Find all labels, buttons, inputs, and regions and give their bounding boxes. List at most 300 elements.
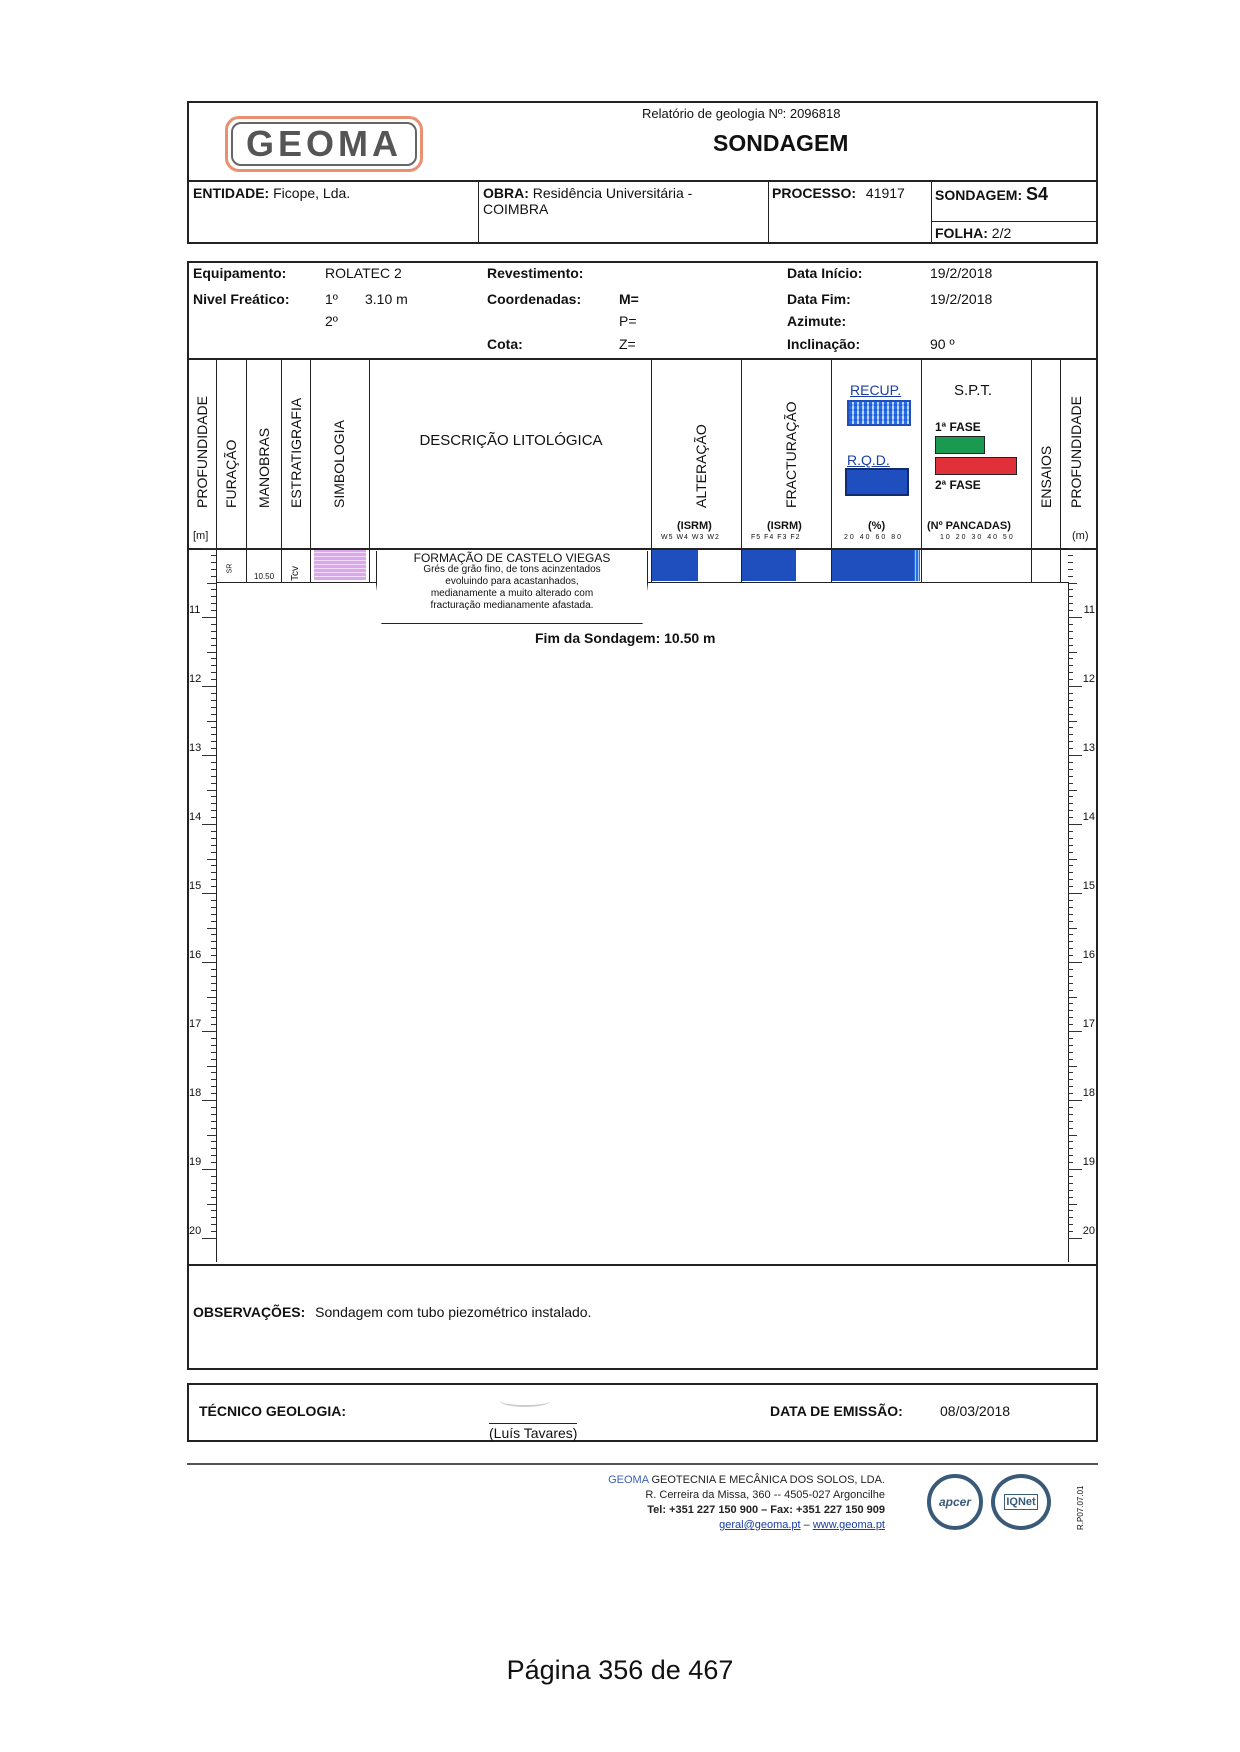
header-sep-2 <box>768 181 769 243</box>
depth-tick <box>211 714 216 715</box>
signature-scribble <box>500 1395 550 1407</box>
depth-tick <box>211 1086 216 1087</box>
fracturacao-bar <box>742 550 796 581</box>
depth-tick <box>211 900 216 901</box>
depth-tick <box>211 1024 216 1025</box>
depth-tick <box>211 707 216 708</box>
header-sep-1 <box>478 181 479 243</box>
col-manobras: MANOBRAS <box>256 427 272 508</box>
depth-tick <box>211 624 216 625</box>
equipamento-label: Equipamento: <box>193 265 287 281</box>
equipamento-value: ROLATEC 2 <box>325 265 402 281</box>
depth-tick <box>211 610 216 611</box>
fase1-swatch <box>935 436 985 454</box>
depth-tick <box>1068 624 1073 625</box>
depth-tick <box>211 831 216 832</box>
depth-tick <box>207 928 216 929</box>
frac-scale: F5 F4 F3 F2 <box>751 534 801 541</box>
depth-label: 12 <box>189 673 202 685</box>
depth-tick <box>1068 990 1073 991</box>
depth-label: 17 <box>1082 1018 1095 1030</box>
geoma-logo-inner <box>231 122 417 166</box>
footer-address: R. Cerreira da Missa, 360 -- 4505-027 Argoncilhe <box>645 1489 885 1501</box>
depth-tick <box>211 879 216 880</box>
depth-tick <box>1068 1162 1073 1163</box>
depth-tick <box>211 1128 216 1129</box>
depth-tick <box>211 1052 216 1053</box>
depth-tick <box>202 686 216 687</box>
depth-tick <box>211 1038 216 1039</box>
report-number: Relatório de geologia Nº: 2096818 <box>642 106 841 121</box>
depth-tick <box>211 1003 216 1004</box>
observacoes <box>193 1304 591 1320</box>
depth-tick <box>1068 1204 1077 1205</box>
depth-tick <box>1068 817 1073 818</box>
depth-tick <box>1068 638 1073 639</box>
recup-label: RECUP. <box>850 382 902 398</box>
depth-tick <box>1068 831 1073 832</box>
depth-tick <box>211 1197 216 1198</box>
depth-tick <box>1068 576 1073 577</box>
depth-tick <box>1068 1169 1082 1170</box>
footer-web[interactable]: www.geoma.pt <box>812 1519 885 1531</box>
depth-tick <box>202 755 216 756</box>
depth-tick <box>1068 1176 1073 1177</box>
depth-tick <box>211 969 216 970</box>
footer-sep: – <box>800 1519 813 1531</box>
emissao-label: DATA DE EMISSÃO: <box>770 1403 903 1419</box>
recup-swatch <box>847 400 911 426</box>
depth-tick <box>1068 1210 1073 1211</box>
depth-tick <box>211 865 216 866</box>
depth-tick <box>211 1183 216 1184</box>
depth-tick <box>1068 1052 1073 1053</box>
depth-tick <box>1068 596 1073 597</box>
depth-tick <box>211 803 216 804</box>
obra-label: OBRA: <box>483 185 529 201</box>
coord-p: P= <box>619 313 637 329</box>
cota-label: Cota: <box>487 336 523 352</box>
estratigrafia-code: Tcv <box>290 566 301 581</box>
col-sep-recup <box>921 359 922 582</box>
depth-tick <box>1068 762 1073 763</box>
obra-value-2: COIMBRA <box>483 201 549 217</box>
revestimento-label: Revestimento: <box>487 265 584 281</box>
footer-brand: GEOMA <box>608 1474 649 1486</box>
depth-tick <box>211 1114 216 1115</box>
depth-tick <box>1068 741 1073 742</box>
alt-scale: W5 W4 W3 W2 <box>661 534 720 541</box>
depth-tick <box>1068 1155 1073 1156</box>
depth-tick <box>1068 665 1073 666</box>
depth-tick <box>1068 1121 1073 1122</box>
col-simbologia: SIMBOLOGIA <box>331 420 347 508</box>
pct-scale: 20 40 60 80 <box>844 534 903 541</box>
depth-tick <box>211 838 216 839</box>
depth-tick <box>211 872 216 873</box>
depth-tick <box>1068 1093 1073 1094</box>
depth-tick <box>211 569 216 570</box>
depth-tick <box>1068 1197 1073 1198</box>
end-of-log: Fim da Sondagem: 10.50 m <box>535 630 716 646</box>
depth-tick <box>1068 776 1073 777</box>
depth-tick <box>211 555 216 556</box>
fase2-label: 2ª FASE <box>935 478 981 492</box>
isrm-frac: (ISRM) <box>767 520 802 532</box>
depth-ruler-right <box>1068 548 1096 1262</box>
depth-tick <box>1068 921 1073 922</box>
depth-tick <box>211 1224 216 1225</box>
nivel-2: 2º <box>325 313 338 329</box>
desc-line-3: medianamente a muito alterado com <box>430 588 594 599</box>
depth-tick <box>211 1155 216 1156</box>
processo <box>772 185 905 201</box>
depth-tick <box>1068 617 1082 618</box>
form-code: R.P07.07.01 <box>1076 1485 1085 1530</box>
col-furacao: FURAÇÃO <box>223 439 239 508</box>
depth-tick <box>202 617 216 618</box>
folha-label: FOLHA: <box>935 225 988 241</box>
rqd-label: R.Q.D. <box>847 452 890 468</box>
depth-tick <box>211 700 216 701</box>
depth-tick <box>1068 886 1073 887</box>
depth-label: 15 <box>189 880 202 892</box>
obra-value-1: Residência Universitária - <box>532 185 693 201</box>
depth-tick <box>211 1079 216 1080</box>
depth-label: 19 <box>189 1156 202 1168</box>
col-estratigrafia: ESTRATIGRAFIA <box>288 397 304 508</box>
depth-tick <box>211 679 216 680</box>
depth-tick <box>1068 838 1073 839</box>
depth-tick <box>211 907 216 908</box>
apcer-seal <box>927 1474 983 1530</box>
doc-title: SONDAGEM <box>713 130 849 156</box>
depth-tick <box>1068 783 1073 784</box>
footer-company-name: GEOTECNIA E MECÂNICA DOS SOLOS, LDA. <box>651 1474 885 1486</box>
depth-tick <box>1068 1024 1073 1025</box>
footer-company <box>560 1473 885 1533</box>
depth-tick <box>1068 700 1073 701</box>
depth-tick <box>1068 1224 1073 1225</box>
depth-tick <box>211 769 216 770</box>
depth-tick <box>202 962 216 963</box>
depth-label: 18 <box>189 1087 202 1099</box>
depth-label: 13 <box>189 742 202 754</box>
unit-m-right: (m) <box>1072 530 1089 542</box>
depth-tick <box>211 645 216 646</box>
depth-tick <box>1068 555 1073 556</box>
depth-tick <box>1068 852 1073 853</box>
depth-tick <box>202 893 216 894</box>
depth-tick <box>1068 900 1073 901</box>
formation-text <box>376 552 648 612</box>
depth-tick <box>1068 1238 1082 1239</box>
depth-label: 20 <box>1082 1225 1095 1237</box>
depth-label: 15 <box>1082 880 1095 892</box>
depth-tick <box>211 886 216 887</box>
depth-tick <box>1068 1031 1082 1032</box>
depth-tick <box>1068 1003 1073 1004</box>
depth-tick <box>211 990 216 991</box>
data-inicio-value: 19/2/2018 <box>930 265 993 281</box>
depth-tick <box>1068 948 1073 949</box>
col-descricao: DESCRIÇÃO LITOLÓGICA <box>419 432 603 449</box>
fase2-swatch <box>935 457 1017 475</box>
pancadas-unit: (Nº PANCADAS) <box>927 520 1011 532</box>
obra <box>483 185 692 217</box>
data-inicio-label: Data Início: <box>787 265 863 281</box>
desc-line-4: fracturação medianamente afastada. <box>430 600 594 611</box>
nivel-1-value: 3.10 m <box>365 291 408 307</box>
depth-tick <box>1068 865 1073 866</box>
col-sep-profundidade <box>216 359 217 1262</box>
col-header-top <box>188 358 1097 360</box>
depth-tick <box>207 721 216 722</box>
apcer-seal-text: apcer <box>938 1495 972 1509</box>
depth-tick <box>211 1010 216 1011</box>
iqnet-seal-text: IQNet <box>1006 1496 1036 1508</box>
depth-tick <box>207 859 216 860</box>
depth-tick <box>211 665 216 666</box>
depth-tick <box>211 562 216 563</box>
depth-tick <box>1068 955 1073 956</box>
depth-tick <box>1068 1079 1073 1080</box>
depth-label: 18 <box>1082 1087 1095 1099</box>
processo-label: PROCESSO: <box>772 185 857 201</box>
col-ensaios: ENSAIOS <box>1038 445 1054 508</box>
spt-label: S.P.T. <box>954 382 993 399</box>
depth-tick <box>207 652 216 653</box>
depth-tick <box>211 783 216 784</box>
rqd-swatch <box>845 468 909 496</box>
manobra-depth: 10.50 <box>254 572 275 581</box>
fase1-label: 1ª FASE <box>935 420 981 434</box>
depth-tick <box>207 1204 216 1205</box>
depth-tick <box>211 603 216 604</box>
depth-tick <box>1068 1141 1073 1142</box>
depth-tick <box>1068 893 1082 894</box>
logo-text: GEOMA <box>245 123 402 164</box>
desc-line-1: Grés de grão fino, de tons acinzentados <box>423 564 601 575</box>
depth-tick <box>1068 721 1077 722</box>
depth-tick <box>1068 1072 1073 1073</box>
header-divider <box>188 180 1097 182</box>
depth-label: 16 <box>189 949 202 961</box>
depth-tick <box>207 790 216 791</box>
depth-tick <box>1068 658 1073 659</box>
depth-tick <box>211 948 216 949</box>
depth-tick <box>1068 1217 1073 1218</box>
sondagem <box>935 184 1048 205</box>
iqnet-seal <box>991 1474 1051 1530</box>
depth-tick <box>207 1066 216 1067</box>
page-number: Página 356 de 467 <box>506 1655 734 1685</box>
depth-tick <box>211 1162 216 1163</box>
depth-tick <box>1068 1010 1073 1011</box>
depth-tick <box>1068 1114 1073 1115</box>
header-sep-3 <box>931 181 932 243</box>
depth-tick <box>211 921 216 922</box>
isrm-alt: (ISRM) <box>677 520 712 532</box>
col-fracturacao: FRACTURAÇÃO <box>783 401 799 508</box>
depth-tick <box>211 762 216 763</box>
depth-label: 20 <box>189 1225 202 1237</box>
col-sep-alteracao <box>741 359 742 582</box>
depth-tick <box>211 1176 216 1177</box>
depth-tick <box>1068 589 1073 590</box>
depth-tick <box>202 1238 216 1239</box>
depth-tick <box>211 934 216 935</box>
depth-label: 14 <box>189 811 202 823</box>
depth-label: 13 <box>1082 742 1095 754</box>
depth-tick <box>211 1217 216 1218</box>
folha-value: 2/2 <box>991 225 1012 241</box>
nivel-1: 1º <box>325 291 338 307</box>
furacao-code: SR <box>226 563 234 574</box>
depth-tick <box>211 638 216 639</box>
entidade-value: Ficope, Lda. <box>273 185 351 201</box>
depth-tick <box>1068 983 1073 984</box>
depth-tick <box>1068 997 1077 998</box>
folha-divider <box>931 221 1097 222</box>
depth-label: 17 <box>189 1018 202 1030</box>
depth-tick <box>211 955 216 956</box>
depth-tick <box>1068 562 1073 563</box>
desc-line-2: evoluindo para acastanhados, <box>445 576 579 587</box>
depth-tick <box>211 672 216 673</box>
depth-tick <box>211 1141 216 1142</box>
depth-tick <box>1068 714 1073 715</box>
depth-tick <box>1068 1066 1077 1067</box>
depth-tick <box>211 658 216 659</box>
depth-tick <box>211 1231 216 1232</box>
depth-tick <box>211 776 216 777</box>
folha <box>935 225 1011 241</box>
depth-tick <box>207 583 216 584</box>
depth-tick <box>1068 1231 1073 1232</box>
entidade <box>193 185 350 201</box>
data-fim-label: Data Fim: <box>787 291 851 307</box>
depth-tick <box>1068 928 1077 929</box>
depth-tick <box>1068 1100 1082 1101</box>
spt-scale: 10 20 30 40 50 <box>940 534 1015 541</box>
depth-tick <box>1068 727 1073 728</box>
col-sep-descricao <box>651 359 652 582</box>
azimute-label: Azimute: <box>787 313 847 329</box>
tecnico-name: (Luís Tavares) <box>489 1425 578 1441</box>
info-section <box>193 265 1093 355</box>
depth-tick <box>211 1107 216 1108</box>
depth-tick <box>211 741 216 742</box>
depth-tick <box>202 548 216 549</box>
footer-phone: Tel: +351 227 150 900 – Fax: +351 227 150 909 <box>647 1504 885 1516</box>
depth-tick <box>1068 1059 1073 1060</box>
depth-tick <box>1068 769 1073 770</box>
observacoes-label: OBSERVAÇÕES: <box>193 1304 306 1320</box>
depth-tick <box>1068 1190 1073 1191</box>
alteracao-bar <box>652 550 698 581</box>
depth-label: 11 <box>189 604 201 616</box>
sondagem-value: S4 <box>1026 184 1049 204</box>
col-sep-ensaios <box>1060 359 1061 582</box>
simbologia-fill <box>314 550 366 580</box>
rqd-bar <box>832 550 914 581</box>
observacoes-value: Sondagem com tubo piezométrico instalado. <box>315 1304 592 1320</box>
depth-tick <box>1068 748 1073 749</box>
depth-label: 12 <box>1082 673 1095 685</box>
depth-tick <box>211 727 216 728</box>
depth-tick <box>211 796 216 797</box>
depth-tick <box>211 1017 216 1018</box>
coord-z: Z= <box>619 336 636 352</box>
depth-tick <box>211 1072 216 1073</box>
depth-tick <box>1068 845 1073 846</box>
depth-tick <box>1068 790 1077 791</box>
unit-m-left: [m] <box>193 530 209 542</box>
depth-tick <box>211 1148 216 1149</box>
depth-tick <box>211 589 216 590</box>
col-sep-manobras <box>281 359 282 582</box>
depth-tick <box>211 845 216 846</box>
depth-tick <box>1068 941 1073 942</box>
depth-tick <box>1068 603 1073 604</box>
depth-tick <box>1068 1107 1073 1108</box>
depth-tick <box>1068 569 1073 570</box>
pct-unit: (%) <box>868 520 886 532</box>
depth-tick <box>1068 1017 1073 1018</box>
log-area-bottom <box>188 1264 1097 1266</box>
emissao-value: 08/03/2018 <box>940 1403 1011 1419</box>
col-sep-spt <box>1031 359 1032 582</box>
col-sep-simbologia <box>369 359 370 582</box>
depth-tick <box>1068 631 1073 632</box>
depth-label: 19 <box>1082 1156 1095 1168</box>
col-alteracao: ALTERAÇÃO <box>693 424 709 508</box>
depth-tick <box>211 596 216 597</box>
depth-tick <box>1068 914 1073 915</box>
processo-value: 41917 <box>865 185 905 201</box>
depth-tick <box>202 1031 216 1032</box>
depth-tick <box>211 1059 216 1060</box>
inclinacao-label: Inclinação: <box>787 336 861 352</box>
nivel-label: Nivel Freático: <box>193 291 290 307</box>
depth-tick <box>1068 976 1073 977</box>
depth-tick <box>1068 652 1077 653</box>
col-profundidade-right: PROFUNDIDADE <box>1068 395 1084 508</box>
depth-tick <box>1068 1128 1073 1129</box>
depth-label: 16 <box>1082 949 1095 961</box>
depth-tick <box>202 824 216 825</box>
depth-tick <box>1068 693 1073 694</box>
depth-tick <box>211 810 216 811</box>
depth-tick <box>202 1100 216 1101</box>
depth-tick <box>1068 962 1082 963</box>
depth-tick <box>1068 610 1073 611</box>
depth-tick <box>1068 824 1082 825</box>
depth-tick <box>211 976 216 977</box>
depth-tick <box>1068 796 1073 797</box>
footer-email[interactable]: geral@geoma.pt <box>719 1519 801 1531</box>
depth-tick <box>211 693 216 694</box>
depth-tick <box>211 734 216 735</box>
depth-tick <box>1068 1135 1077 1136</box>
depth-tick <box>1068 803 1073 804</box>
depth-tick <box>211 1210 216 1211</box>
depth-tick <box>1068 907 1073 908</box>
depth-tick <box>211 941 216 942</box>
depth-tick <box>1068 1038 1073 1039</box>
depth-tick <box>1068 707 1073 708</box>
